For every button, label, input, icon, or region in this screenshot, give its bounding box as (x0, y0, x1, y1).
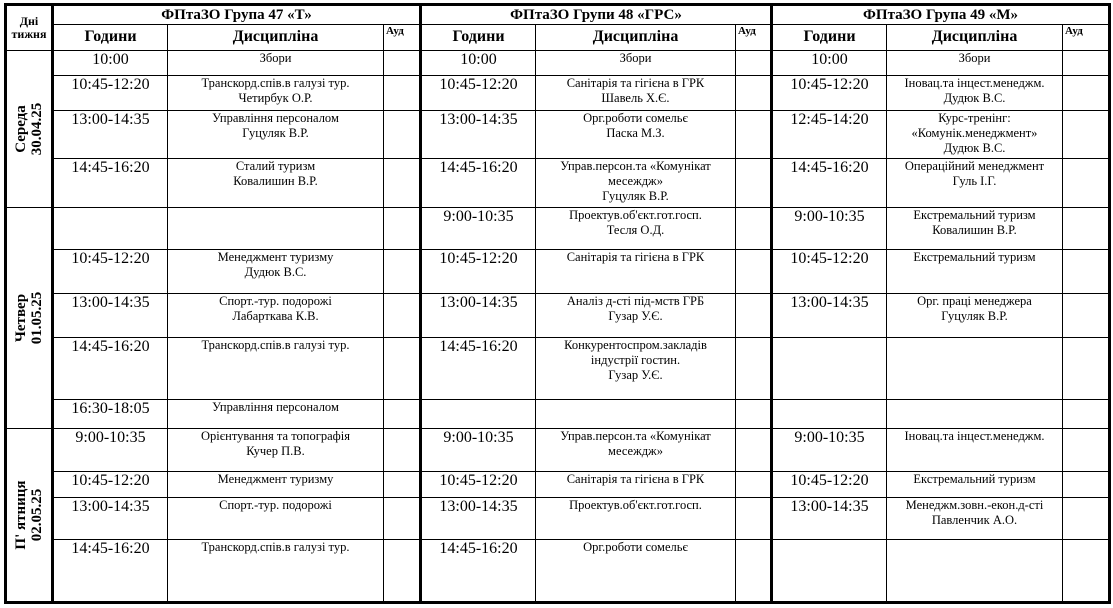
lesson-room (736, 429, 772, 471)
lesson-room (384, 338, 421, 399)
lesson-subject: Операційний менеджмент Гуль І.Г. (887, 159, 1063, 208)
lesson-time: 13:00-14:35 (772, 498, 887, 540)
lesson-room (1063, 159, 1110, 208)
lesson-time (772, 540, 887, 603)
lesson-room (736, 540, 772, 603)
schedule-row (6, 75, 1110, 110)
lesson-subject: Управління персоналом Гуцуляк В.Р. (168, 110, 384, 159)
lesson-subject (887, 540, 1063, 603)
lesson-time: 14:45-16:20 (53, 540, 168, 603)
lesson-subject (887, 399, 1063, 429)
day-label (13, 103, 45, 156)
lesson-time: 9:00-10:35 (53, 429, 168, 471)
lesson-time: 14:45-16:20 (421, 338, 536, 399)
lesson-time: 9:00-10:35 (772, 208, 887, 250)
lesson-subject (887, 338, 1063, 399)
lesson-time (772, 399, 887, 429)
lesson-subject: Орієнтування та топографія Кучер П.В. (168, 429, 384, 471)
lesson-time: 12:45-14:20 (772, 110, 887, 159)
lesson-time: 10:00 (421, 50, 536, 75)
lesson-subject: Збори (887, 50, 1063, 75)
lesson-room (736, 399, 772, 429)
lesson-time: 16:30-18:05 (53, 399, 168, 429)
lesson-subject: Проектув.об'єкт.гот.госп. Тесля О.Д. (536, 208, 736, 250)
lesson-subject: Збори (168, 50, 384, 75)
schedule-row (6, 159, 1110, 208)
lesson-room (1063, 338, 1110, 399)
lesson-subject: Екстремальний туризм (887, 471, 1063, 497)
lesson-subject: Іновац.та інцест.менеджм. Дудюк В.С. (887, 75, 1063, 110)
lesson-room (1063, 110, 1110, 159)
group-47-header: ФПтаЗО Група 47 «Т» (53, 5, 421, 25)
day-column-header-label: Дні тижня (11, 13, 47, 41)
day-name: П' ятниця (13, 480, 29, 550)
lesson-time (772, 338, 887, 399)
lesson-room (736, 471, 772, 497)
schedule-row (6, 540, 1110, 603)
lesson-subject: Курс-тренінг: «Комунік.менеджмент» Дудюк В.С. (887, 110, 1063, 159)
lesson-room (1063, 75, 1110, 110)
day-label (13, 481, 45, 550)
day-name: Середа (13, 105, 29, 153)
lesson-time: 13:00-14:35 (53, 498, 168, 540)
schedule-row (6, 208, 1110, 250)
lesson-time: 13:00-14:35 (53, 293, 168, 337)
group-49-header: ФПтаЗО Група 49 «М» (772, 5, 1110, 25)
lesson-room (736, 208, 772, 250)
lesson-time: 10:45-12:20 (53, 75, 168, 110)
schedule-row (6, 338, 1110, 399)
col-room-header: Ауд (1063, 25, 1110, 50)
lesson-room (1063, 471, 1110, 497)
lesson-room (1063, 399, 1110, 429)
lesson-subject: Санітарія та гігієна в ГРК Шавель Х.Є. (536, 75, 736, 110)
lesson-room (1063, 250, 1110, 293)
schedule-row (6, 293, 1110, 337)
lesson-subject: Екстремальний туризм Ковалишин В.Р. (887, 208, 1063, 250)
day-name: Четвер (13, 294, 29, 343)
lesson-room (384, 498, 421, 540)
lesson-subject: Транскорд.спів.в галузі тур. Четирбук О.Р. (168, 75, 384, 110)
lesson-subject: Санітарія та гігієна в ГРК (536, 471, 736, 497)
schedule-row (6, 399, 1110, 429)
lesson-room (1063, 50, 1110, 75)
schedule-row (6, 498, 1110, 540)
lesson-time: 13:00-14:35 (772, 293, 887, 337)
lesson-room (736, 75, 772, 110)
lesson-time: 14:45-16:20 (53, 338, 168, 399)
day-date: 02.05.25 (29, 488, 45, 542)
lesson-room (736, 159, 772, 208)
lesson-subject: Спорт.-тур. подорожі Лабарткава К.В. (168, 293, 384, 337)
lesson-subject: Проектув.об'єкт.гот.госп. (536, 498, 736, 540)
lesson-room (384, 159, 421, 208)
group-48-header: ФПтаЗО Групи 48 «ГРС» (421, 5, 772, 25)
lesson-time: 10:45-12:20 (772, 471, 887, 497)
lesson-room (1063, 498, 1110, 540)
lesson-time: 9:00-10:35 (421, 429, 536, 471)
lesson-time: 10:45-12:20 (772, 250, 887, 293)
lesson-room (736, 498, 772, 540)
lesson-room (384, 471, 421, 497)
lesson-time: 13:00-14:35 (421, 498, 536, 540)
lesson-room (1063, 208, 1110, 250)
lesson-subject: Управління персоналом (168, 399, 384, 429)
lesson-time: 14:45-16:20 (53, 159, 168, 208)
lesson-time: 9:00-10:35 (772, 429, 887, 471)
lesson-subject: Аналіз д-сті під-мств ГРБ Гузар У.Є. (536, 293, 736, 337)
lesson-subject: Менеджмент туризму (168, 471, 384, 497)
lesson-time (421, 399, 536, 429)
col-subject-header: Дисципліна (536, 25, 736, 50)
lesson-subject: Орг.роботи сомельє Паска М.З. (536, 110, 736, 159)
day-label-cell (6, 208, 53, 429)
lesson-subject (168, 208, 384, 250)
lesson-room (736, 50, 772, 75)
lesson-room (1063, 429, 1110, 471)
day-label (13, 292, 45, 345)
day-date: 30.04.25 (29, 102, 45, 156)
lesson-room (736, 338, 772, 399)
lesson-time: 10:45-12:20 (421, 250, 536, 293)
lesson-time: 13:00-14:35 (53, 110, 168, 159)
lesson-time: 14:45-16:20 (421, 159, 536, 208)
col-room-header: Ауд (384, 25, 421, 50)
schedule-row (6, 471, 1110, 497)
lesson-subject: Іновац.та інцест.менеджм. (887, 429, 1063, 471)
lesson-time: 9:00-10:35 (421, 208, 536, 250)
lesson-subject: Екстремальний туризм (887, 250, 1063, 293)
lesson-room (384, 208, 421, 250)
lesson-subject: Санітарія та гігієна в ГРК (536, 250, 736, 293)
lesson-room (736, 110, 772, 159)
lesson-time: 10:45-12:20 (421, 471, 536, 497)
col-time-header: Години (421, 25, 536, 50)
lesson-room (384, 429, 421, 471)
lesson-subject: Транскорд.спів.в галузі тур. (168, 338, 384, 399)
lesson-room (736, 250, 772, 293)
column-header-row (6, 25, 1110, 50)
lesson-time: 10:00 (772, 50, 887, 75)
day-date: 01.05.25 (29, 291, 45, 345)
group-header-row (6, 5, 1110, 25)
col-subject-header: Дисципліна (887, 25, 1063, 50)
lesson-subject: Орг.роботи сомельє (536, 540, 736, 603)
lesson-room (736, 293, 772, 337)
schedule-row (6, 429, 1110, 471)
schedule-table (4, 3, 1111, 604)
col-time-header: Години (53, 25, 168, 50)
lesson-subject: Управ.персон.та «Комунікат месеждж» Гуцуляк В.Р. (536, 159, 736, 208)
lesson-subject (536, 399, 736, 429)
lesson-room (1063, 540, 1110, 603)
lesson-time (53, 208, 168, 250)
schedule-row (6, 250, 1110, 293)
lesson-room (1063, 293, 1110, 337)
lesson-subject: Спорт.-тур. подорожі (168, 498, 384, 540)
schedule-row (6, 50, 1110, 75)
lesson-room (384, 250, 421, 293)
lesson-subject: Менеджм.зовн.-екон.д-сті Павленчик А.О. (887, 498, 1063, 540)
lesson-time: 13:00-14:35 (421, 110, 536, 159)
lesson-time: 13:00-14:35 (421, 293, 536, 337)
lesson-room (384, 75, 421, 110)
schedule-row (6, 110, 1110, 159)
lesson-subject: Збори (536, 50, 736, 75)
lesson-time: 14:45-16:20 (421, 540, 536, 603)
lesson-time: 10:00 (53, 50, 168, 75)
lesson-subject: Сталий туризм Ковалишин В.Р. (168, 159, 384, 208)
lesson-time: 10:45-12:20 (421, 75, 536, 110)
day-label-cell (6, 50, 53, 208)
lesson-subject: Транскорд.спів.в галузі тур. (168, 540, 384, 603)
lesson-room (384, 293, 421, 337)
col-subject-header: Дисципліна (168, 25, 384, 50)
lesson-subject: Менеджмент туризму Дудюк В.С. (168, 250, 384, 293)
lesson-room (384, 540, 421, 603)
lesson-time: 10:45-12:20 (53, 250, 168, 293)
lesson-time: 10:45-12:20 (772, 75, 887, 110)
col-time-header: Години (772, 25, 887, 50)
day-label-cell (6, 429, 53, 603)
lesson-subject: Конкурентоспром.закладів індустрії гостин. Гузар У.Є. (536, 338, 736, 399)
lesson-subject: Управ.персон.та «Комунікат месеждж» (536, 429, 736, 471)
lesson-room (384, 110, 421, 159)
day-column-header (6, 5, 53, 51)
lesson-time: 14:45-16:20 (772, 159, 887, 208)
lesson-room (384, 50, 421, 75)
lesson-subject: Орг. праці менеджера Гуцуляк В.Р. (887, 293, 1063, 337)
col-room-header: Ауд (736, 25, 772, 50)
lesson-time: 10:45-12:20 (53, 471, 168, 497)
lesson-room (384, 399, 421, 429)
